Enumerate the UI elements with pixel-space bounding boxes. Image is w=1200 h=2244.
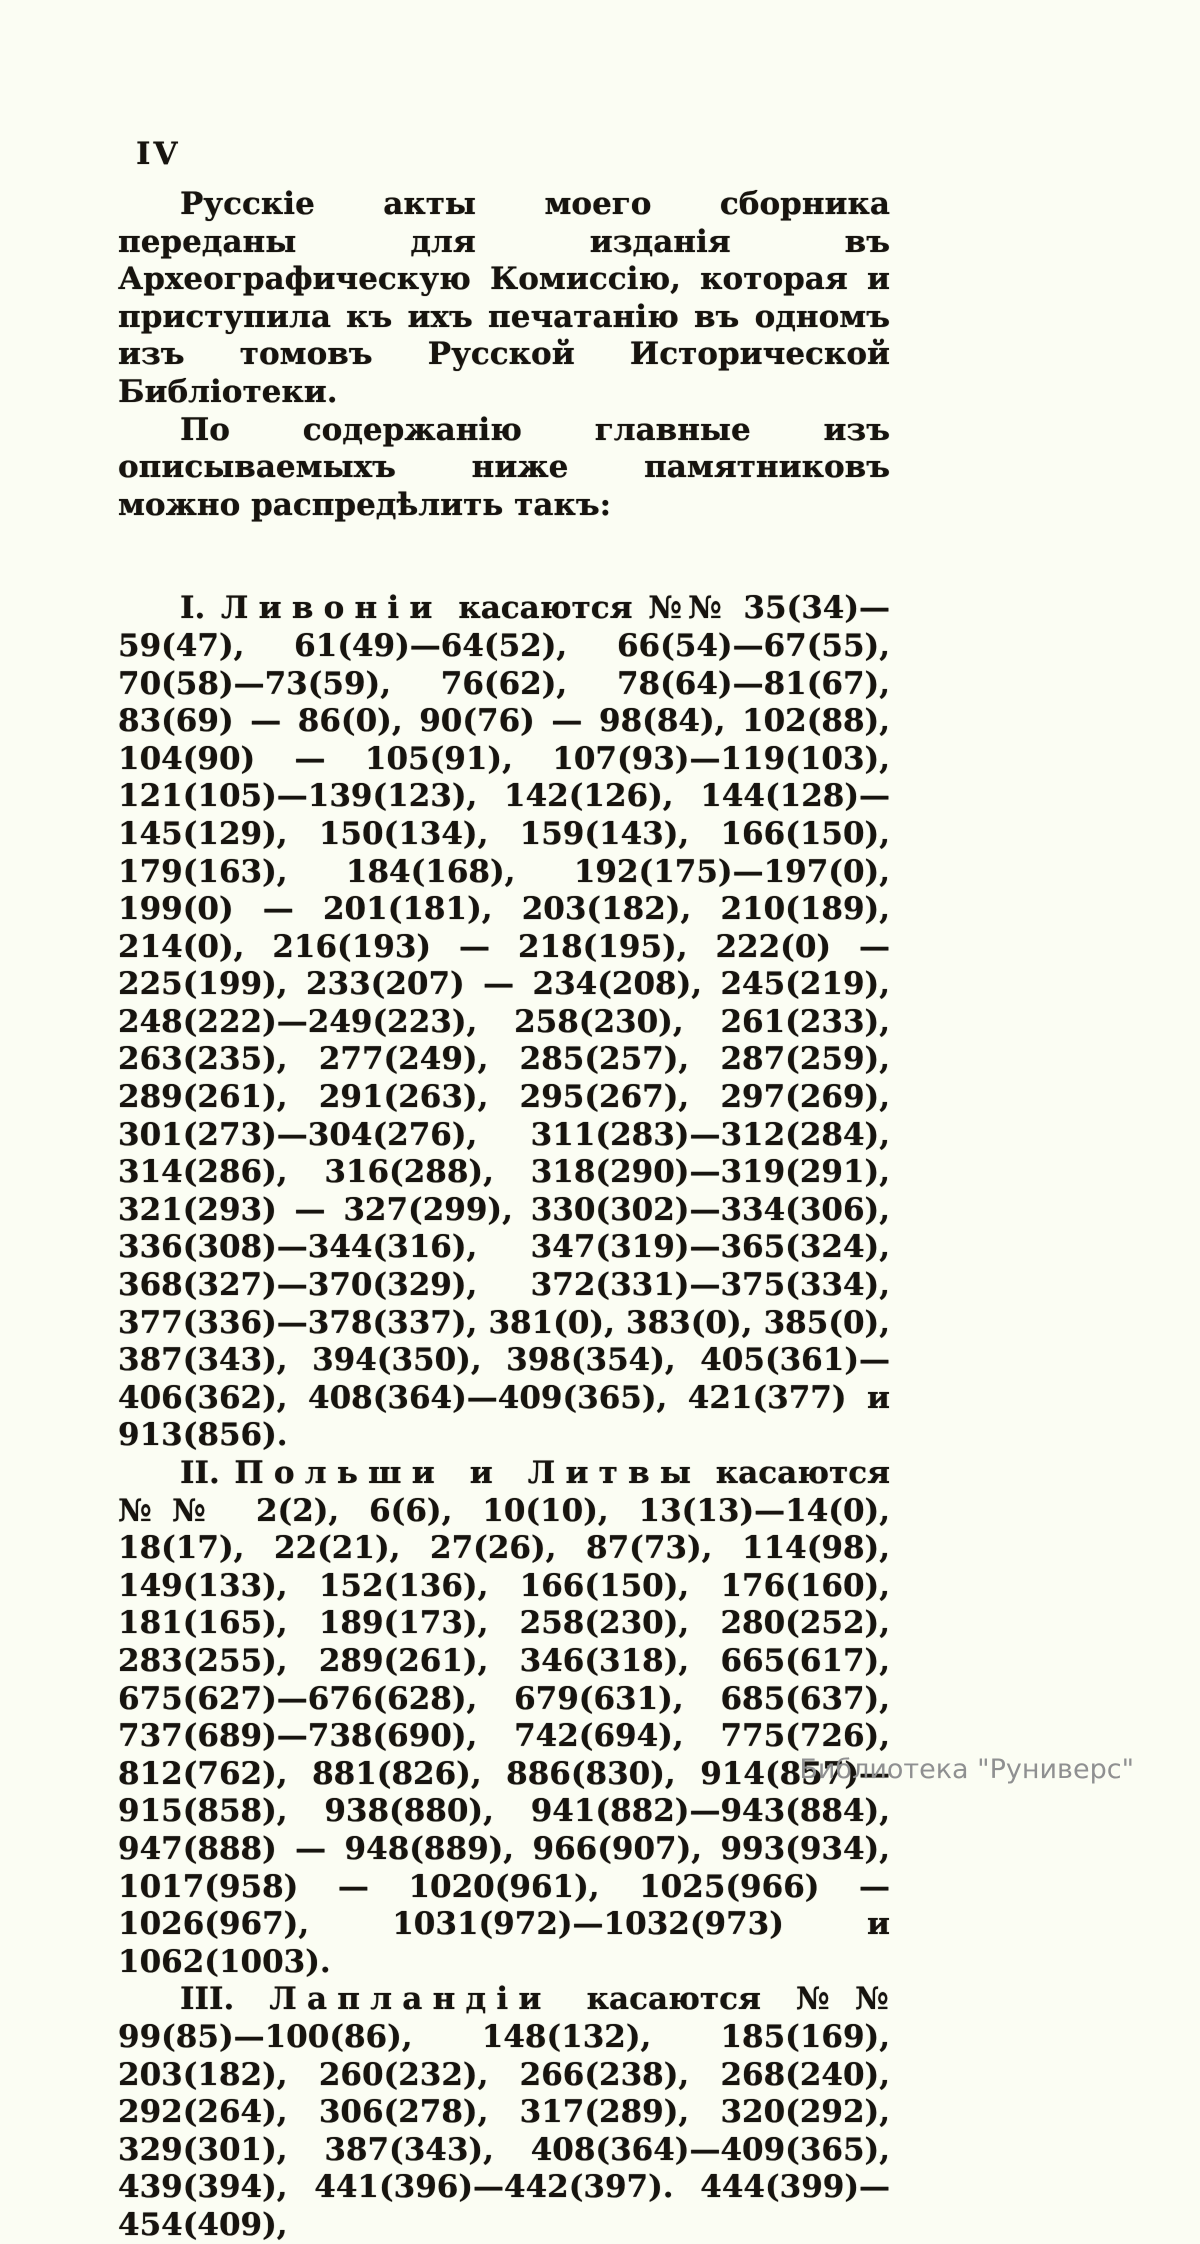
numero-sign: №№	[118, 1492, 227, 1529]
section-numeral: I.	[180, 590, 206, 627]
library-watermark: Библиотека "Руниверс"	[799, 1754, 1134, 1785]
section-numeral: III.	[180, 1981, 235, 2018]
numero-sign: №№	[795, 1981, 890, 2018]
intro-paragraph-1: Русскіе акты моего сборника переданы для изданія въ Археографическую Комиссію, которая и приступила къ ихъ печатанію въ одномъ изъ томовъ Русской Исторической Библіотеки.	[118, 186, 890, 410]
section-poland-lithuania	[118, 1455, 890, 1981]
page-number-label: IV	[136, 136, 181, 172]
section-verb: касаются	[586, 1981, 761, 2018]
section-livonia	[118, 590, 890, 1455]
section-number-list: 99(85)—100(86), 148(132), 185(169), 203(182), 260(232), 266(238), 268(240), 292(264), 306(278), 317(289), 320(292), 329(301), 387(343), 408(364)—409(365), 439(394), 441(396)—442(397). 444(399)—454(409),	[118, 2018, 890, 2243]
section-region-name: Польши и Литвы	[234, 1455, 702, 1491]
section-region-name: Лапландіи	[269, 1981, 552, 2018]
section-verb: касаются	[715, 1455, 890, 1491]
section-verb: касаются	[458, 590, 633, 627]
numero-sign: №№	[648, 590, 728, 627]
text-column	[118, 186, 890, 2244]
section-region-name: Ливоніи	[220, 590, 443, 627]
section-number-list: 35(34)—59(47), 61(49)—64(52), 66(54)—67(55), 70(58)—73(59), 76(62), 78(64)—81(67), 83(69) — 86(0), 90(76) — 98(84), 102(88), 104(90) — 105(91), 107(93)—119(103), 121(105)—139(123), 142(126), 144(128)—145(129), 150(134), 159(143), 166(150), 179(163), 184(168), 192(175)—197(0), 199(0) — 201(181), 203(182), 210(189), 214(0), 216(193) — 218(195), 222(0) — 225(199), 233(207) — 234(208), 245(219), 248(222)—249(223), 258(230), 261(233), 263(235), 277(249), 285(257), 287(259), 289(261), 291(263), 295(267), 297(269), 301(273)—304(276), 311(283)—312(284), 314(286), 316(288), 318(290)—319(291), 321(293) — 327(299), 330(302)—334(306), 336(308)—344(316), 347(319)—365(324), 368(327)—370(329), 372(331)—375(334), 377(336)—378(337), 381(0), 383(0), 385(0), 387(343), 394(350), 398(354), 405(361)—406(362), 408(364)—409(365), 421(377) и 913(856).	[118, 590, 891, 1454]
intro-paragraph-2: По содержанію главные изъ описываемыхъ ниже памятниковъ можно распредѣлить такъ:	[118, 411, 890, 523]
section-lapland	[118, 1981, 890, 2244]
section-numeral: II.	[180, 1455, 220, 1491]
section-number-list: 2(2), 6(6), 10(10), 13(13)—14(0), 18(17), 22(21), 27(26), 87(73), 114(98), 149(133), 152(136), 166(150), 176(160), 181(165), 189(173), 258(230), 280(252), 283(255), 289(261), 346(318), 665(617), 675(627)—676(628), 679(631), 685(637), 737(689)—738(690), 742(694), 775(726), 812(762), 881(826), 886(830), 914(857)—915(858), 938(880), 941(882)—943(884), 947(888) — 948(889), 966(907), 993(934), 1017(958) — 1020(961), 1025(966) — 1026(967), 1031(972)—1032(973) и 1062(1003).	[118, 1492, 890, 1980]
